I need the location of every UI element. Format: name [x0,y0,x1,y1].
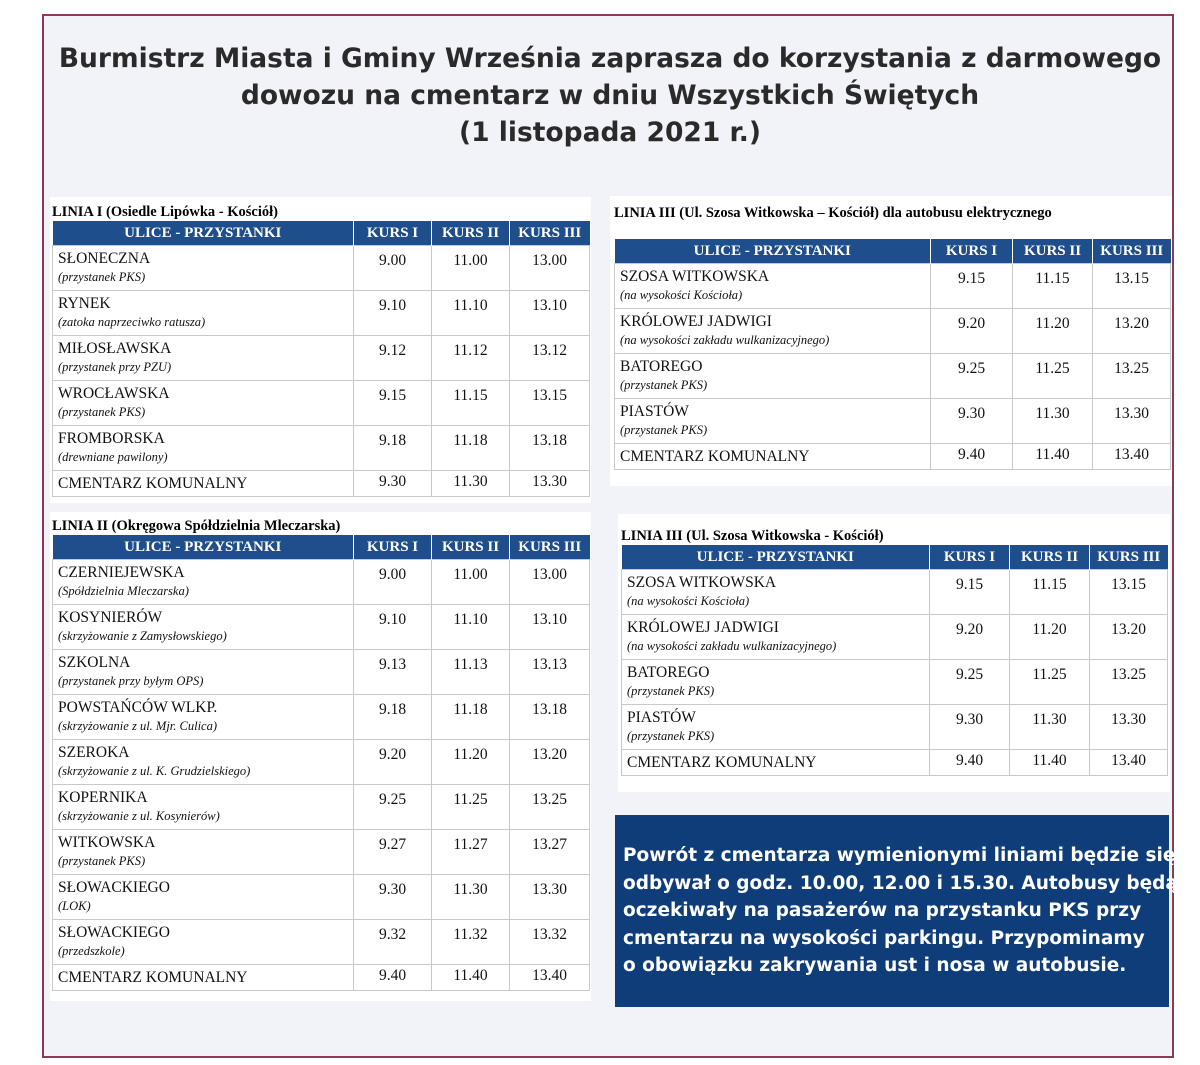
stop-cell [53,740,354,785]
col-header-kurs-2: KURS II [432,221,510,246]
departure-time-kurs-1: 9.00 [354,246,432,291]
col-header-kurs-1: KURS I [930,545,1010,570]
notice-line-5: o obowiązku zakrywania ust i nosa w autobusie. [623,955,1127,976]
departure-time-kurs-3: 13.25 [510,785,590,830]
stop-cell [53,605,354,650]
table-row [615,309,1171,354]
table-row [53,381,590,426]
departure-time-kurs-2: 11.40 [1013,444,1093,470]
departure-time-kurs-2: 11.12 [432,336,510,381]
col-header-kurs-2: KURS II [1010,545,1090,570]
stop-location: (przystanek przy PZU) [58,360,172,374]
stop-name: KRÓLOWEJ JADWIGI [620,313,772,330]
stop-cell [53,830,354,875]
departure-time-kurs-3: 13.10 [510,291,590,336]
stop-name: RYNEK [58,295,111,312]
table-row [622,660,1168,705]
stop-location: (skrzyżowanie z ul. K. Grudzielskiego) [58,764,251,778]
table-linia-1 [50,197,591,503]
stop-name: CMENTARZ KOMUNALNY [627,754,817,771]
col-header-kurs-1: KURS I [354,535,432,560]
departure-time-kurs-1: 9.18 [354,695,432,740]
departure-time-kurs-2: 11.15 [432,381,510,426]
stop-cell [53,965,354,991]
stop-location: (skrzyżowanie z ul. Mjr. Culica) [58,719,218,733]
stop-name: KOSYNIERÓW [58,609,163,626]
departure-time-kurs-3: 13.15 [1090,570,1168,615]
departure-time-kurs-3: 13.00 [510,246,590,291]
departure-time-kurs-2: 11.40 [1010,750,1090,776]
stop-name: PIASTÓW [620,403,689,420]
stop-location: (przystanek PKS) [620,378,708,392]
departure-time-kurs-2: 11.30 [1010,705,1090,750]
stop-location: (przystanek PKS) [627,684,715,698]
stop-name: SZEROKA [58,744,130,761]
col-header-kurs-3: KURS III [1090,545,1168,570]
table-row [53,875,590,920]
departure-time-kurs-2: 11.20 [432,740,510,785]
stop-name: SZOSA WITKOWSKA [627,574,777,591]
schedule-table [614,239,1171,470]
table-linia-2 [50,512,591,1001]
departure-time-kurs-3: 13.27 [510,830,590,875]
departure-time-kurs-3: 13.40 [510,965,590,991]
table-row [53,560,590,605]
stop-name: SŁONECZNA [58,250,151,267]
stop-location: (przystanek przy byłym OPS) [58,674,204,688]
col-header-kurs-3: KURS III [510,221,590,246]
departure-time-kurs-3: 13.18 [510,695,590,740]
departure-time-kurs-1: 9.30 [930,705,1010,750]
stop-name: WROCŁAWSKA [58,385,170,402]
departure-time-kurs-1: 9.00 [354,560,432,605]
stop-location: (Spółdzielnia Mleczarska) [58,584,189,598]
table-row [53,605,590,650]
notice-line-2: odbywał o godz. 10.00, 12.00 i 15.30. Autobusy będą [623,872,1178,894]
stop-location: (przystanek PKS) [58,854,146,868]
departure-time-kurs-2: 11.10 [432,291,510,336]
stop-cell [615,309,931,354]
return-info-notice [615,815,1178,1007]
stop-name: SZKOLNA [58,654,131,671]
stop-name: CMENTARZ KOMUNALNY [58,475,248,492]
col-header-kurs-1: KURS I [354,221,432,246]
departure-time-kurs-1: 9.30 [354,471,432,497]
stop-cell [622,570,930,615]
departure-time-kurs-3: 13.15 [510,381,590,426]
departure-time-kurs-2: 11.25 [432,785,510,830]
departure-time-kurs-3: 13.20 [510,740,590,785]
departure-time-kurs-2: 11.00 [432,246,510,291]
schedule-table [52,535,590,991]
departure-time-kurs-1: 9.10 [354,291,432,336]
stop-location: (przystanek PKS) [58,270,146,284]
stop-name: BATOREGO [620,358,703,375]
stop-location: (na wysokości zakładu wulkanizacyjnego) [620,333,830,347]
departure-time-kurs-2: 11.18 [432,426,510,471]
table-row [615,354,1171,399]
departure-time-kurs-3: 13.10 [510,605,590,650]
table-row [53,650,590,695]
departure-time-kurs-2: 11.30 [432,471,510,497]
schedule-table [52,221,590,497]
departure-time-kurs-2: 11.13 [432,650,510,695]
departure-time-kurs-3: 13.40 [1090,750,1168,776]
stop-name: MIŁOSŁAWSKA [58,340,172,357]
departure-time-kurs-1: 9.20 [931,309,1013,354]
departure-time-kurs-3: 13.30 [1093,399,1171,444]
stop-cell [53,336,354,381]
departure-time-kurs-1: 9.25 [931,354,1013,399]
stop-cell [53,875,354,920]
departure-time-kurs-3: 13.00 [510,560,590,605]
stop-name: FROMBORSKA [58,430,165,447]
stop-location: (przystanek PKS) [58,405,146,419]
stop-cell [622,705,930,750]
stop-cell [53,695,354,740]
col-header-stops: ULICE - PRZYSTANKI [615,239,931,264]
stop-name: CZERNIEJEWSKA [58,564,185,581]
table-caption: LINIA III (Ul. Szosa Witkowska – Kościół) dla autobusu elektrycznego [614,205,1052,221]
table-row [53,291,590,336]
table-row [53,920,590,965]
departure-time-kurs-2: 11.32 [432,920,510,965]
col-header-kurs-3: KURS III [1093,239,1171,264]
stop-location: (przystanek PKS) [620,423,708,437]
title-line-3: (1 listopada 2021 r.) [459,117,761,148]
departure-time-kurs-1: 9.15 [931,264,1013,309]
departure-time-kurs-3: 13.25 [1093,354,1171,399]
stop-location: (przystanek PKS) [627,729,715,743]
table-caption: LINIA I (Osiedle Lipówka - Kościół) [52,204,278,220]
departure-time-kurs-2: 11.27 [432,830,510,875]
stop-location: (LOK) [58,899,91,913]
departure-time-kurs-1: 9.10 [354,605,432,650]
stop-location: (przedszkole) [58,944,125,958]
table-row [53,785,590,830]
poster-title [44,40,1176,151]
title-line-1: Burmistrz Miasta i Gminy Września zaprasza do korzystania z darmowego [58,43,1162,74]
departure-time-kurs-2: 11.15 [1010,570,1090,615]
stop-cell [615,444,931,470]
departure-time-kurs-1: 9.40 [931,444,1013,470]
col-header-kurs-1: KURS I [931,239,1013,264]
stop-cell [615,354,931,399]
departure-time-kurs-2: 11.18 [432,695,510,740]
col-header-kurs-3: KURS III [510,535,590,560]
table-row [622,570,1168,615]
departure-time-kurs-3: 13.12 [510,336,590,381]
departure-time-kurs-2: 11.20 [1010,615,1090,660]
table-row [622,615,1168,660]
table-row [53,740,590,785]
stop-name: KOPERNIKA [58,789,148,806]
table-row [53,471,590,497]
departure-time-kurs-3: 13.30 [510,875,590,920]
departure-time-kurs-2: 11.25 [1010,660,1090,705]
departure-time-kurs-2: 11.40 [432,965,510,991]
col-header-stops: ULICE - PRZYSTANKI [622,545,930,570]
stop-cell [53,426,354,471]
departure-time-kurs-2: 11.10 [432,605,510,650]
stop-cell [622,615,930,660]
stop-location: (na wysokości zakładu wulkanizacyjnego) [627,639,837,653]
table-row [53,336,590,381]
departure-time-kurs-1: 9.20 [930,615,1010,660]
stop-location: (drewniane pawilony) [58,450,168,464]
stop-cell [53,381,354,426]
stop-cell [622,750,930,776]
table-row [615,444,1171,470]
stop-cell [53,291,354,336]
table-row [622,705,1168,750]
departure-time-kurs-3: 13.32 [510,920,590,965]
departure-time-kurs-2: 11.25 [1013,354,1093,399]
departure-time-kurs-1: 9.25 [930,660,1010,705]
stop-cell [615,264,931,309]
departure-time-kurs-1: 9.13 [354,650,432,695]
table-row [53,246,590,291]
departure-time-kurs-3: 13.15 [1093,264,1171,309]
table-row [615,399,1171,444]
stop-name: CMENTARZ KOMUNALNY [58,969,248,986]
departure-time-kurs-3: 13.30 [510,471,590,497]
title-line-2: dowozu na cmentarz w dniu Wszystkich Świętych [240,80,980,111]
table-row [622,750,1168,776]
stop-cell [53,560,354,605]
departure-time-kurs-1: 9.12 [354,336,432,381]
departure-time-kurs-1: 9.25 [354,785,432,830]
table-row [53,695,590,740]
stop-name: SŁOWACKIEGO [58,879,170,896]
departure-time-kurs-3: 13.30 [1090,705,1168,750]
departure-time-kurs-1: 9.27 [354,830,432,875]
col-header-stops: ULICE - PRZYSTANKI [53,535,354,560]
stop-cell [622,660,930,705]
stop-location: (skrzyżowanie z Zamysłowskiego) [58,629,227,643]
table-caption: LINIA III (Ul. Szosa Witkowska - Kościół) [621,528,884,544]
table-row [53,830,590,875]
stop-cell [53,785,354,830]
stop-name: CMENTARZ KOMUNALNY [620,448,810,465]
notice-line-1: Powrót z cmentarza wymienionymi liniami będzie się [623,845,1176,866]
departure-time-kurs-1: 9.15 [354,381,432,426]
departure-time-kurs-3: 13.40 [1093,444,1171,470]
departure-time-kurs-2: 11.20 [1013,309,1093,354]
departure-time-kurs-3: 13.18 [510,426,590,471]
departure-time-kurs-3: 13.13 [510,650,590,695]
table-row [615,264,1171,309]
departure-time-kurs-3: 13.20 [1093,309,1171,354]
table-row [53,426,590,471]
departure-time-kurs-1: 9.40 [930,750,1010,776]
stop-cell [615,399,931,444]
departure-time-kurs-1: 9.15 [930,570,1010,615]
departure-time-kurs-3: 13.25 [1090,660,1168,705]
stop-location: (zatoka naprzeciwko ratusza) [58,315,206,329]
col-header-kurs-2: KURS II [432,535,510,560]
stop-cell [53,246,354,291]
departure-time-kurs-1: 9.40 [354,965,432,991]
departure-time-kurs-1: 9.30 [354,875,432,920]
stop-name: KRÓLOWEJ JADWIGI [627,619,779,636]
departure-time-kurs-1: 9.32 [354,920,432,965]
departure-time-kurs-2: 11.30 [1013,399,1093,444]
notice-line-3: oczekiwały na pasażerów na przystanku PKS przy [623,900,1142,921]
departure-time-kurs-1: 9.18 [354,426,432,471]
notice-line-4: cmentarzu na wysokości parkingu. Przypominamy [623,927,1145,949]
stop-cell [53,650,354,695]
stop-cell [53,471,354,497]
departure-time-kurs-1: 9.30 [931,399,1013,444]
departure-time-kurs-3: 13.20 [1090,615,1168,660]
table-row [53,965,590,991]
stop-name: BATOREGO [627,664,710,681]
stop-location: (na wysokości Kościoła) [620,288,743,302]
stop-cell [53,920,354,965]
departure-time-kurs-2: 11.30 [432,875,510,920]
table-linia-3-electric [610,196,1172,486]
departure-time-kurs-1: 9.20 [354,740,432,785]
stop-name: PIASTÓW [627,709,696,726]
table-linia-3 [618,514,1170,792]
col-header-stops: ULICE - PRZYSTANKI [53,221,354,246]
departure-time-kurs-2: 11.15 [1013,264,1093,309]
col-header-kurs-2: KURS II [1013,239,1093,264]
schedule-table [621,545,1168,776]
stop-location: (skrzyżowanie z ul. Kosynierów) [58,809,220,823]
stop-name: SŁOWACKIEGO [58,924,170,941]
stop-location: (na wysokości Kościoła) [627,594,750,608]
stop-name: WITKOWSKA [58,834,156,851]
stop-name: SZOSA WITKOWSKA [620,268,770,285]
stop-name: POWSTAŃCÓW WLKP. [58,699,218,716]
departure-time-kurs-2: 11.00 [432,560,510,605]
table-caption: LINIA II (Okręgowa Spółdzielnia Mleczarska) [52,518,341,534]
